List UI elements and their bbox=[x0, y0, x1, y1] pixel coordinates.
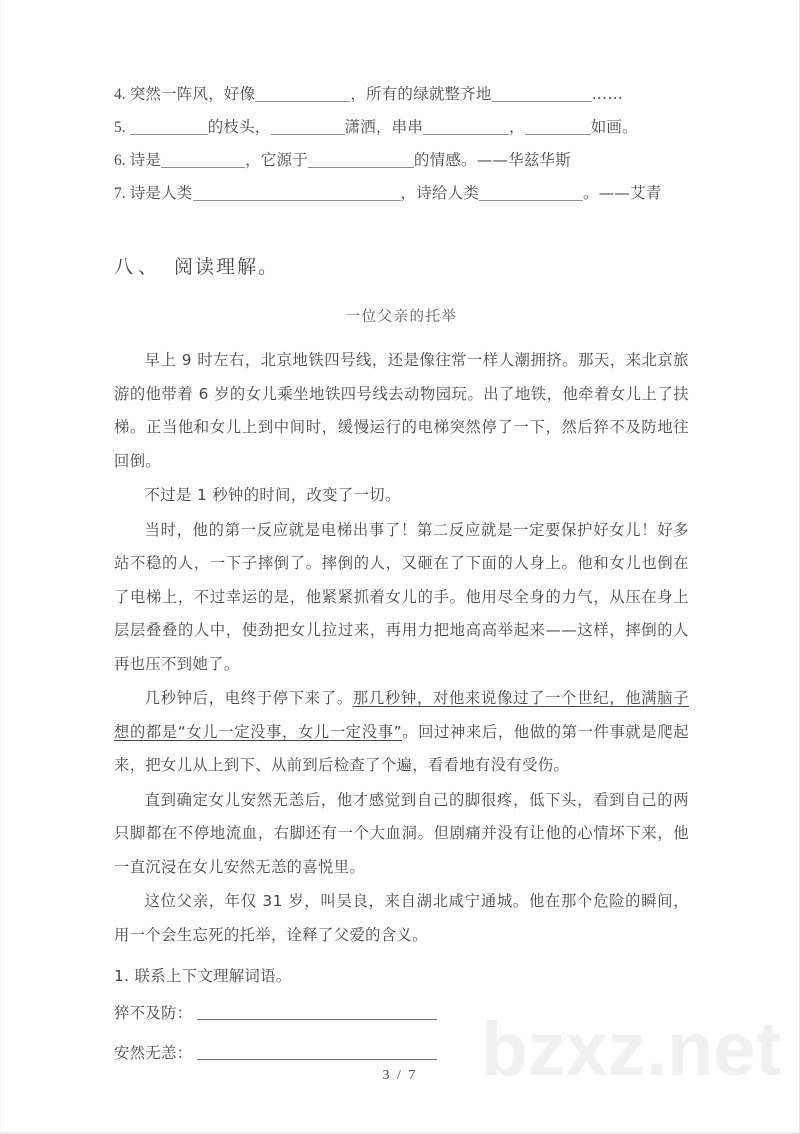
question-block bbox=[114, 960, 689, 1073]
article-paragraph bbox=[114, 885, 689, 952]
item-text-part: 的枝头， bbox=[207, 118, 271, 136]
fill-in-question-list bbox=[114, 78, 689, 210]
item-text-part: ，所有的绿就整齐地 bbox=[350, 85, 492, 103]
paragraph-run: 早上 9 时左右，北京地铁四号线，还是像往常一样人潮拥挤。那天，来北京旅游的他带着 6 岁的女儿乘坐地铁四号线去动物园玩。出了地铁，他牵着女儿上了扶梯。正当他和女儿上到中间时，缓慢运行的电梯突然停了一下，然后猝不及防地往回倒。 bbox=[114, 351, 689, 470]
fill-in-item bbox=[114, 177, 689, 210]
section-heading bbox=[114, 252, 689, 279]
paragraph-run: 当时，他的第一反应就是电梯出事了！第二反应就是一定要保护好女儿！好多站不稳的人，一下子摔倒了。摔倒的人，又砸在了下面的人身上。他和女儿也倒在了电梯上，不过幸运的是，他紧紧抓着女儿的手。他用尽全身的力气，从压在身上层层叠叠的人中，使劲把女儿拉过来，再用力把地高高举起来——这样，摔倒的人再也压不到她了。 bbox=[114, 520, 689, 673]
item-text-part: 潇洒，串串 bbox=[344, 118, 424, 136]
item-text-part: ， bbox=[509, 118, 525, 136]
fill-in-item bbox=[114, 111, 689, 144]
answer-blank[interactable] bbox=[492, 86, 592, 102]
article-paragraph bbox=[114, 479, 689, 513]
article-title: 一位父亲的托举 bbox=[345, 309, 458, 325]
section-title: 阅读理解。 bbox=[174, 256, 280, 278]
paragraph-run: 几秒钟后，电终于停下来了。 bbox=[144, 689, 353, 707]
item-number: 7. bbox=[114, 185, 126, 202]
section-number: 八、 bbox=[114, 256, 163, 278]
article-paragraph bbox=[114, 682, 689, 783]
article-paragraph bbox=[114, 344, 689, 478]
item-text-part: 突然一阵风，好像 bbox=[129, 85, 256, 103]
answer-blank[interactable] bbox=[255, 86, 350, 102]
paragraph-run: 不过是 1 秒钟的时间，改变了一切。 bbox=[144, 486, 401, 504]
top-spacer bbox=[114, 0, 689, 78]
answer-blank[interactable] bbox=[161, 152, 245, 168]
item-text-part: 。——艾青 bbox=[583, 184, 662, 202]
item-text-part: 的情感。——华兹华斯 bbox=[413, 151, 571, 169]
page-number: 3 / 7 bbox=[382, 1068, 418, 1083]
page-content bbox=[1, 0, 799, 1073]
paragraph-run: 直到确定女儿安然无恙后，他才感觉到自己的脚很疼，低下头，看到自己的两只脚都在不停地流血，右脚还有一个大血洞。但剧痛并没有让他的心情坏下来，他一直沉浸在女儿安然无恙的喜悦里。 bbox=[114, 790, 689, 876]
item-number: 6. bbox=[114, 152, 126, 169]
answer-blank[interactable] bbox=[423, 119, 509, 135]
fill-in-item bbox=[114, 78, 689, 111]
item-text-part: …… bbox=[591, 85, 624, 103]
article-body bbox=[114, 344, 689, 952]
item-number: 4. bbox=[114, 86, 126, 103]
answer-blank[interactable] bbox=[308, 152, 414, 168]
paragraph-run: 这位父亲，年仅 31 岁，叫吴良，来自湖北咸宁通城。他在那个危险的瞬间，用一个会生忘死的托举，诠释了父爱的含义。 bbox=[114, 892, 689, 944]
item-text-part: 诗是人类 bbox=[129, 184, 193, 202]
item-number: 5. bbox=[114, 119, 126, 136]
paragraph-run-underlined: 那几秒钟，对他来说像过了一个世纪，他满脑子想的都是“女儿一定没事，女儿一定没事” bbox=[114, 689, 689, 741]
paragraph-run: 。回过神来后，他做的第一件事就是爬起来，把女儿从上到下、从前到后检查了个遍，看看地有没有受伤。 bbox=[114, 722, 690, 774]
answer-write-line[interactable] bbox=[197, 1045, 437, 1060]
question-prompt: 1. 联系上下文理解词语。 bbox=[114, 967, 292, 985]
item-text-part: ，诗给人类 bbox=[400, 184, 480, 202]
answer-row bbox=[114, 993, 689, 1033]
answer-blank[interactable] bbox=[130, 119, 208, 135]
item-text-part: ，它源于 bbox=[245, 151, 308, 169]
article-paragraph bbox=[114, 784, 689, 885]
answer-blank[interactable] bbox=[525, 119, 591, 135]
item-text-part: 如画。 bbox=[590, 118, 638, 136]
answer-row bbox=[114, 1033, 689, 1073]
answer-label: 猝不及防： bbox=[114, 1004, 193, 1022]
answer-blank[interactable] bbox=[271, 119, 345, 135]
fill-in-item bbox=[114, 144, 689, 177]
article-paragraph bbox=[114, 514, 689, 682]
item-text-part: 诗是 bbox=[129, 151, 162, 169]
answer-label: 安然无恙： bbox=[114, 1044, 193, 1062]
watermark-bzxz: bzxz.net bbox=[481, 1007, 781, 1092]
answer-blank[interactable] bbox=[479, 185, 583, 201]
answer-blank[interactable] bbox=[193, 185, 401, 201]
answer-write-line[interactable] bbox=[197, 1005, 437, 1020]
